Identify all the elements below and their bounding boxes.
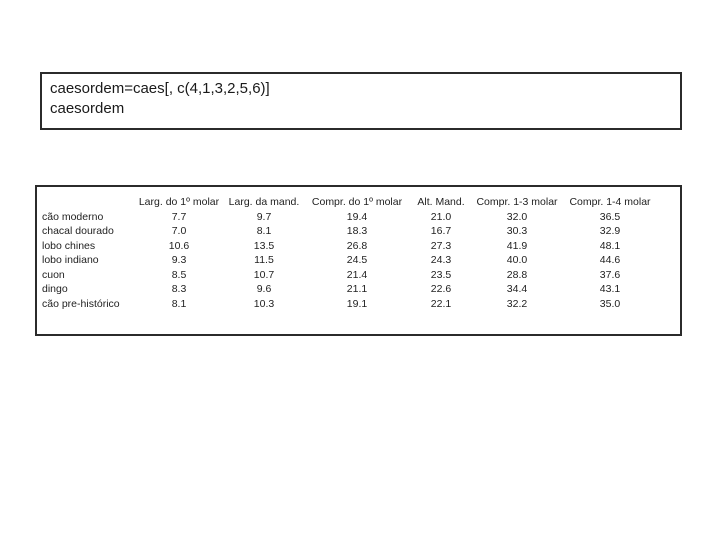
table-cell: 21.4 (346, 268, 368, 281)
output-table-box (35, 185, 682, 336)
row-name: lobo indiano (42, 254, 99, 266)
table-cell: 32.0 (506, 210, 528, 223)
table-cell: 27.3 (430, 239, 452, 252)
row-name: lobo chines (42, 239, 96, 252)
table-cell: 48.1 (599, 239, 621, 252)
table-cell: 22.1 (430, 297, 452, 310)
table-cell: 37.6 (599, 268, 621, 281)
table-cell: 26.8 (346, 239, 368, 252)
column-header: Larg. da mand. (228, 196, 300, 208)
table-cell: 32.9 (599, 225, 621, 237)
column-larg-1-molar (137, 195, 221, 311)
table-cell: 8.3 (171, 283, 187, 295)
table-cell: 9.7 (256, 210, 272, 223)
row-name: dingo (42, 283, 68, 295)
table-cell: 36.5 (599, 210, 621, 223)
column-header: Compr. do 1º molar (311, 196, 403, 208)
table-cell: 28.8 (506, 268, 528, 281)
table-cell: 21.1 (346, 283, 368, 295)
row-name: cuon (42, 268, 65, 281)
header-spacer (42, 195, 120, 210)
row-names-column (42, 195, 120, 311)
row-name: cão moderno (42, 210, 104, 223)
table-cell: 11.5 (254, 254, 274, 266)
table-cell: 44.6 (599, 254, 621, 266)
table-cell: 8.1 (171, 297, 187, 310)
column-header: Larg. do 1º molar (138, 196, 220, 208)
table-cell: 24.3 (430, 254, 452, 266)
column-header: Compr. 1-4 molar (569, 196, 651, 208)
table-cell: 34.4 (506, 283, 528, 295)
table-cell: 16.7 (430, 225, 452, 237)
table-cell: 10.7 (253, 268, 275, 281)
table-cell: 41.9 (506, 239, 528, 252)
table-cell: 21.0 (430, 210, 452, 223)
table-cell: 43.1 (599, 283, 621, 295)
table-cell: 19.1 (346, 297, 368, 310)
column-larg-mand (224, 195, 304, 311)
table-cell: 23.5 (430, 268, 452, 281)
table-cell: 9.6 (256, 283, 272, 295)
column-compr-1-3-molar (473, 195, 561, 311)
table-cell: 32.2 (506, 297, 528, 310)
table-cell: 7.7 (171, 210, 187, 223)
table-cell: 35.0 (599, 297, 621, 310)
column-compr-1-molar (307, 195, 407, 311)
column-alt-mand (411, 195, 471, 311)
table-cell: 7.0 (171, 225, 187, 237)
table-cell: 24.5 (346, 254, 368, 266)
code-input-box (40, 72, 682, 130)
code-line-assignment: caesordem=caes[, c(4,1,3,2,5,6)] (50, 80, 270, 97)
row-name: chacal dourado (42, 225, 114, 237)
table-cell: 13.5 (253, 239, 275, 252)
column-header: Alt. Mand. (417, 196, 465, 208)
table-cell: 19.4 (346, 210, 368, 223)
table-cell: 22.6 (430, 283, 452, 295)
column-compr-1-4-molar (565, 195, 655, 311)
column-header: Compr. 1-3 molar (476, 196, 558, 208)
table-cell: 8.1 (256, 225, 272, 237)
table-cell: 10.6 (168, 239, 190, 252)
table-cell: 8.5 (171, 268, 187, 281)
table-cell: 9.3 (171, 254, 187, 266)
table-cell: 18.3 (346, 225, 368, 237)
table-cell: 10.3 (253, 297, 275, 310)
row-name: cão pre-histórico (42, 297, 120, 310)
table-cell: 40.0 (506, 254, 528, 266)
table-cell: 30.3 (506, 225, 528, 237)
code-line-print: caesordem (50, 100, 125, 117)
